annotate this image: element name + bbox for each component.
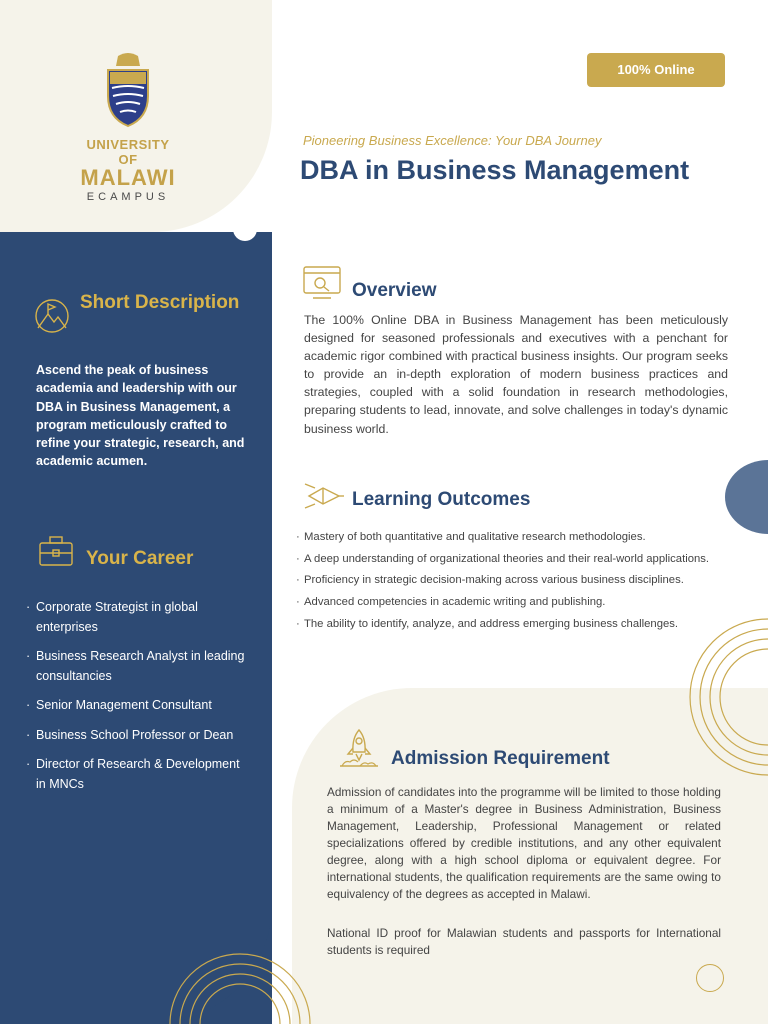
- learning-outcomes-title: Learning Outcomes: [352, 489, 531, 510]
- learning-outcome-item: · The ability to identify, analyze, and address emerging business challenges.: [296, 617, 716, 633]
- page-title: DBA in Business Management: [300, 155, 690, 185]
- career-item: · Director of Research & Development in MNCs: [26, 755, 246, 794]
- briefcase-icon: [38, 535, 74, 569]
- learning-outcome-item: · Proficiency in strategic decision-making across various business disciplines.: [296, 573, 716, 589]
- rocket-icon: [338, 728, 380, 768]
- tagline: Pioneering Business Excellence: Your DBA Journey: [303, 133, 602, 148]
- crest-icon: [104, 52, 152, 128]
- online-badge: 100% Online: [587, 53, 725, 87]
- decorative-circle: [725, 460, 768, 534]
- decorative-arcs: [150, 910, 330, 1024]
- admission-text: Admission of candidates into the programme will be limited to those holding a minimum of a Master's degree in Business Administration, Business Management, Leadership, Professional Management or related specializations offered by credible institutions, and any other equivalent degree, along with a high school diploma or equivalent degree. For international students, the qualification requirements are the same owing to equivalency of the degrees as accepted in Malawi.: [327, 785, 721, 901]
- short-description-title: Short Description: [80, 292, 240, 313]
- mountain-flag-icon: [34, 298, 70, 334]
- career-item: · Corporate Strategist in global enterprises: [26, 598, 246, 637]
- learning-outcomes-list: [296, 530, 716, 639]
- decorative-arcs-right: [682, 617, 768, 777]
- learning-outcome-item: · Advanced competencies in academic writing and publishing.: [296, 595, 716, 611]
- logo-malawi: MALAWI: [80, 165, 176, 190]
- career-item: · Business School Professor or Dean: [26, 726, 246, 746]
- overview-title: Overview: [352, 280, 437, 301]
- overview-text: The 100% Online DBA in Business Management has been meticulously designed for seasoned professionals and executives with a penchant for academic rigor combined with practical business insights. Our program seeks to provide an in-depth exploration of modern business practices and strategies, coupled with a solid foundation in research methodologies, preparing students to lead, innovate, and solve challenges in today's dynamic business world.: [304, 313, 728, 436]
- pen-nib-icon: [303, 478, 345, 514]
- admission-title: Admission Requirement: [391, 748, 610, 769]
- decorative-dot: [233, 217, 257, 241]
- career-item: · Business Research Analyst in leading consultancies: [26, 647, 246, 686]
- career-title: Your Career: [86, 548, 194, 569]
- career-item: · Senior Management Consultant: [26, 696, 246, 716]
- logo-university-of: UNIVERSITY OF: [86, 137, 170, 167]
- university-logo: [78, 52, 178, 203]
- monitor-search-icon: [303, 266, 341, 300]
- short-description-text: Ascend the peak of business academia and leadership with our DBA in Business Management, a program meticulously crafted to refine your strategic, research, and academic acumen.: [36, 363, 245, 469]
- career-list: [26, 598, 246, 804]
- decorative-ring: [696, 964, 724, 992]
- learning-outcome-item: · A deep understanding of organizational theories and their real-world applications.: [296, 552, 716, 568]
- logo-ecampus: ECAMPUS: [86, 191, 170, 203]
- learning-outcome-item: · Mastery of both quantitative and qualitative research methodologies.: [296, 530, 716, 546]
- admission-id-text: National ID proof for Malawian students and passports for International students is required: [327, 926, 721, 957]
